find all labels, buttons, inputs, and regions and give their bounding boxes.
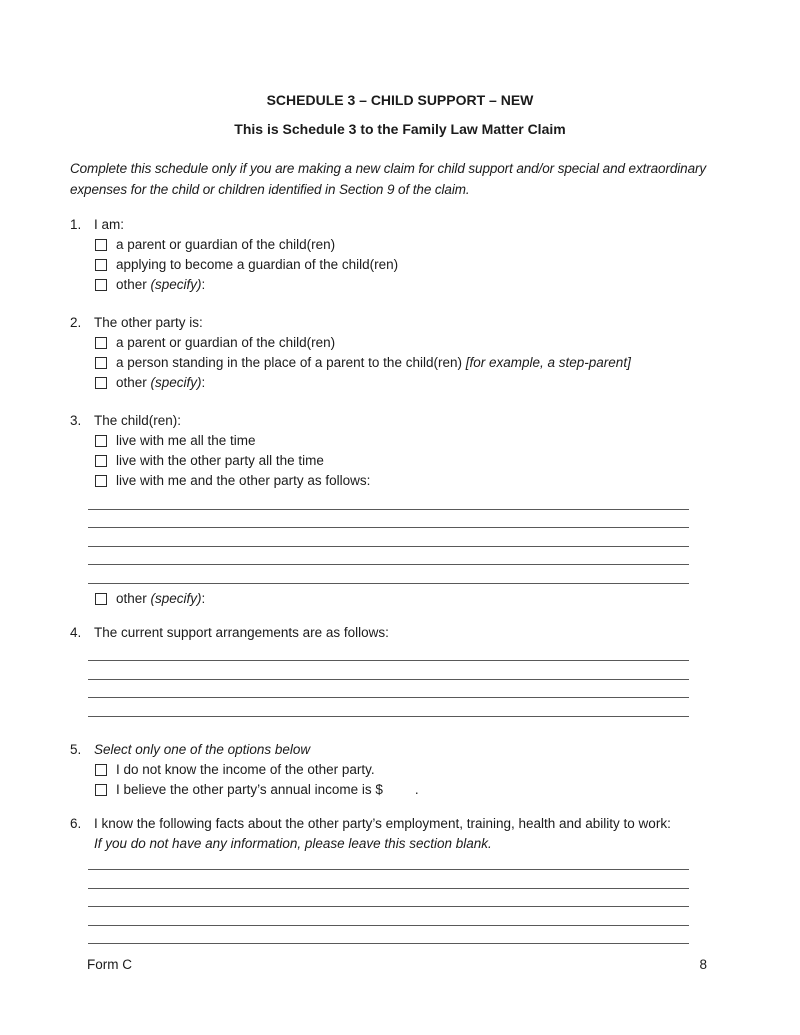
section-heading bbox=[94, 623, 389, 643]
write-in-line[interactable] bbox=[88, 680, 689, 699]
text-segment: [for example, a step-parent] bbox=[465, 355, 631, 370]
write-in-area bbox=[88, 852, 689, 945]
write-in-line[interactable] bbox=[88, 889, 689, 908]
checkbox-option-label bbox=[116, 760, 375, 780]
text-segment: If you do not have any information, please leave this section blank. bbox=[94, 835, 492, 851]
write-in-line[interactable] bbox=[88, 870, 689, 889]
text-segment: I am: bbox=[94, 217, 125, 232]
text-segment: (specify) bbox=[150, 277, 202, 292]
section-heading-row bbox=[70, 623, 730, 643]
section-number: 3. bbox=[70, 413, 82, 428]
checkbox[interactable] bbox=[95, 455, 107, 467]
checkbox[interactable] bbox=[95, 784, 107, 796]
section-heading-row bbox=[70, 411, 730, 431]
text-segment: : bbox=[201, 277, 206, 292]
form-section-4 bbox=[70, 623, 730, 717]
checkbox-option bbox=[95, 780, 730, 800]
write-in-area bbox=[88, 491, 689, 584]
schedule-subtitle: This is Schedule 3 to the Family Law Matter Claim bbox=[234, 121, 566, 137]
text-segment: The other party is: bbox=[94, 315, 203, 330]
section-heading-row bbox=[70, 814, 730, 834]
text-segment: : bbox=[201, 375, 206, 390]
section-heading-row bbox=[70, 313, 730, 333]
checkbox-option bbox=[95, 353, 730, 373]
checkbox-option-label bbox=[116, 471, 370, 491]
write-in-line[interactable] bbox=[88, 510, 689, 529]
checkbox[interactable] bbox=[95, 259, 107, 271]
checkbox-option-label bbox=[116, 255, 398, 275]
text-segment: (specify) bbox=[150, 375, 202, 390]
checkbox[interactable] bbox=[95, 377, 107, 389]
text-segment: other bbox=[116, 277, 151, 292]
checkbox-option-label bbox=[116, 431, 256, 451]
write-in-line[interactable] bbox=[88, 547, 689, 566]
checkbox[interactable] bbox=[95, 357, 107, 369]
write-in-line[interactable] bbox=[88, 661, 689, 680]
checkbox[interactable] bbox=[95, 279, 107, 291]
checkbox-option bbox=[95, 373, 730, 393]
checkbox-option bbox=[95, 760, 730, 780]
text-segment: The child(ren): bbox=[94, 413, 182, 428]
write-in-line[interactable] bbox=[88, 491, 689, 510]
section-heading bbox=[94, 814, 671, 834]
checkbox-option bbox=[95, 471, 730, 491]
form-section-3 bbox=[70, 411, 730, 609]
write-in-line[interactable] bbox=[88, 698, 689, 717]
form-section-6 bbox=[70, 814, 730, 945]
section-heading bbox=[94, 313, 203, 333]
text-segment: a parent or guardian of the child(ren) bbox=[116, 237, 336, 252]
checkbox-option bbox=[95, 255, 730, 275]
form-sections bbox=[70, 215, 730, 944]
text-segment: live with me all the time bbox=[116, 433, 256, 448]
text-segment: Select only one of the options below bbox=[94, 741, 311, 757]
form-section-2 bbox=[70, 313, 730, 393]
checkbox[interactable] bbox=[95, 593, 107, 605]
write-in-line[interactable] bbox=[88, 643, 689, 662]
write-in-line[interactable] bbox=[88, 926, 689, 945]
form-section-1 bbox=[70, 215, 730, 295]
section-heading bbox=[94, 411, 181, 431]
text-segment: : bbox=[201, 590, 206, 606]
section-number: 2. bbox=[70, 315, 82, 330]
write-in-area bbox=[88, 643, 689, 717]
text-segment: live with the other party all the time bbox=[116, 453, 324, 468]
checkbox[interactable] bbox=[95, 475, 107, 487]
checkbox-option bbox=[95, 589, 730, 609]
checkbox-option bbox=[95, 333, 730, 353]
schedule-title: SCHEDULE 3 – CHILD SUPPORT – NEW bbox=[266, 92, 534, 108]
checkbox-option bbox=[95, 451, 730, 471]
section-number: 6. bbox=[70, 815, 82, 831]
checkbox-option-label bbox=[116, 780, 419, 800]
checkbox-option bbox=[95, 275, 730, 295]
text-segment: a person standing in the place of a parent to the child(ren) bbox=[116, 355, 466, 370]
form-name-label: Form C bbox=[87, 957, 132, 972]
section-number: 4. bbox=[70, 624, 82, 640]
checkbox[interactable] bbox=[95, 337, 107, 349]
intro-paragraph: Complete this schedule only if you are making a new claim for child support and/or special and extraordinary expenses for the child or children identified in Section 9 of the claim. bbox=[70, 161, 707, 197]
text-segment: I believe the other party’s annual income is $ bbox=[116, 781, 383, 797]
text-segment: (specify) bbox=[150, 590, 202, 606]
write-in-line[interactable] bbox=[88, 907, 689, 926]
section-heading bbox=[94, 740, 310, 760]
checkbox-option bbox=[95, 431, 730, 451]
checkbox-option-label bbox=[116, 353, 631, 373]
text-segment: other bbox=[116, 375, 151, 390]
checkbox[interactable] bbox=[95, 435, 107, 447]
checkbox-option-label bbox=[116, 275, 205, 295]
checkbox-option-label bbox=[116, 451, 324, 471]
text-segment: . bbox=[414, 781, 419, 797]
checkbox[interactable] bbox=[95, 239, 107, 251]
section-number: 1. bbox=[70, 217, 82, 232]
checkbox-option-label bbox=[116, 235, 335, 255]
checkbox-option-label bbox=[116, 589, 205, 609]
write-in-line[interactable] bbox=[88, 528, 689, 547]
checkbox-option-label bbox=[116, 373, 205, 393]
text-segment: I do not know the income of the other party. bbox=[116, 761, 375, 777]
checkbox-option-label bbox=[116, 333, 335, 353]
text-segment: a parent or guardian of the child(ren) bbox=[116, 335, 336, 350]
text-segment: other bbox=[116, 590, 151, 606]
checkbox-option bbox=[95, 235, 730, 255]
section-instruction-note bbox=[94, 834, 730, 854]
section-number: 5. bbox=[70, 741, 82, 757]
text-segment: The current support arrangements are as follows: bbox=[94, 624, 389, 640]
page-number: 8 bbox=[699, 957, 707, 972]
section-heading-row bbox=[70, 740, 730, 760]
text-segment: applying to become a guardian of the child(ren) bbox=[116, 257, 399, 272]
write-in-line[interactable] bbox=[88, 852, 689, 871]
text-segment: I know the following facts about the other party’s employment, training, health and ability to work: bbox=[94, 815, 671, 831]
form-section-5 bbox=[70, 740, 730, 800]
checkbox[interactable] bbox=[95, 764, 107, 776]
write-in-line[interactable] bbox=[88, 565, 689, 584]
text-segment: live with me and the other party as follows: bbox=[116, 473, 371, 488]
section-heading bbox=[94, 215, 124, 235]
section-heading-row bbox=[70, 215, 730, 235]
